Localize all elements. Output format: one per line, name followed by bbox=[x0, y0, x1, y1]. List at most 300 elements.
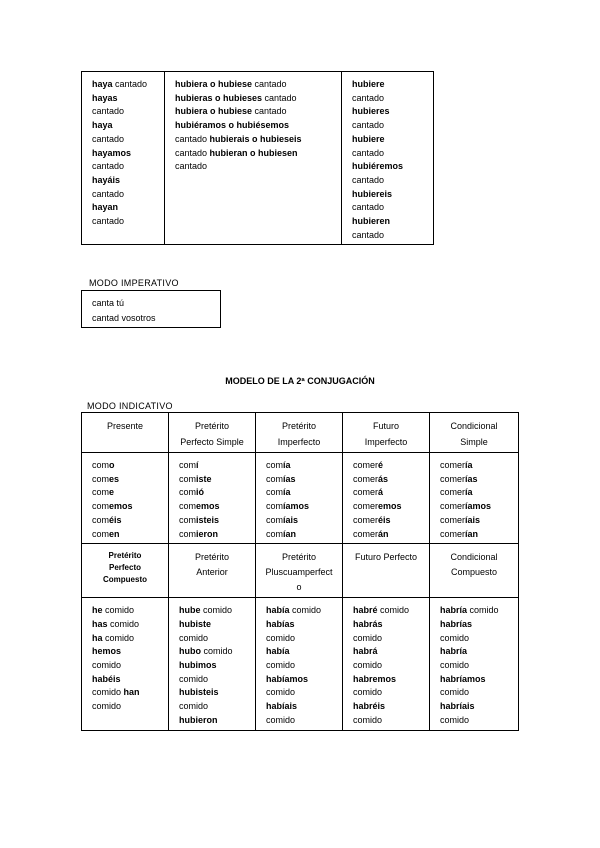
text-segment: cantado bbox=[175, 133, 210, 144]
imperativo-title: MODO IMPERATIVO bbox=[89, 278, 179, 288]
text-segment: com bbox=[266, 514, 284, 525]
bold-segment: á bbox=[378, 487, 384, 498]
text-segment: com bbox=[266, 487, 284, 498]
text-segment: comer bbox=[353, 501, 379, 512]
text-segment: cantado bbox=[175, 147, 210, 158]
conjugation-line bbox=[352, 160, 425, 174]
bold-segment: án bbox=[378, 528, 389, 539]
conjugation-line bbox=[92, 500, 164, 514]
conjugation-line bbox=[92, 201, 156, 215]
conjugation-line bbox=[266, 528, 338, 542]
bold-segment: he bbox=[92, 605, 103, 616]
imperativo-line: cantad vosotros bbox=[92, 312, 156, 323]
cell-futuro-imperfecto bbox=[343, 453, 430, 544]
conjugation-line bbox=[440, 473, 514, 487]
header-condicional-compuesto bbox=[430, 544, 519, 598]
text-segment: cantado bbox=[92, 216, 125, 227]
text-segment: cantado bbox=[112, 79, 148, 89]
conjugation-line bbox=[353, 714, 425, 728]
text-segment: comer bbox=[353, 487, 379, 498]
bold-segment: ían bbox=[465, 528, 479, 539]
bold-segment: hubiere bbox=[352, 133, 385, 144]
bold-segment: hubiera o hubiese bbox=[175, 79, 253, 89]
conjugation-line bbox=[175, 160, 333, 174]
text-segment: comido bbox=[266, 660, 296, 671]
header-preterito-imperfecto bbox=[256, 413, 343, 453]
conjugation-line bbox=[92, 147, 156, 161]
bold-segment: en bbox=[109, 528, 120, 539]
bold-segment: haya bbox=[92, 79, 113, 89]
conjugation-line bbox=[179, 500, 251, 514]
text-segment: comido bbox=[92, 701, 122, 712]
bold-segment: hayáis bbox=[92, 174, 121, 185]
conjugation-line bbox=[352, 105, 425, 119]
conjugation-line bbox=[266, 473, 338, 487]
conjugation-line bbox=[353, 528, 425, 542]
conjugation-line bbox=[175, 147, 333, 161]
conjugation-line bbox=[352, 133, 425, 147]
text-segment: comido bbox=[353, 660, 383, 671]
text-segment: comido bbox=[353, 687, 383, 698]
bold-segment: éis bbox=[109, 514, 122, 525]
conjugation-line bbox=[92, 486, 164, 500]
text-segment: comido bbox=[440, 714, 470, 725]
text-segment: comido bbox=[201, 646, 233, 657]
conjugation-line bbox=[92, 673, 164, 687]
conjugation-line bbox=[179, 673, 251, 687]
header-line: Presente bbox=[106, 421, 144, 431]
text-segment: cantado bbox=[352, 147, 385, 158]
conjugation-line bbox=[179, 645, 251, 659]
bold-segment: ía bbox=[283, 460, 291, 470]
cell-perfecto-compuesto bbox=[82, 598, 169, 730]
indicativo-table bbox=[81, 412, 519, 731]
conjugation-line bbox=[92, 700, 164, 714]
text-segment: comer bbox=[353, 473, 379, 484]
bold-segment: e bbox=[109, 487, 115, 498]
header-line: Anterior bbox=[196, 567, 228, 578]
bold-segment: ha bbox=[92, 632, 103, 643]
conjugation-line bbox=[179, 659, 251, 673]
conjugation-line bbox=[266, 632, 338, 646]
header-line: Futuro bbox=[372, 421, 399, 431]
text-segment: com bbox=[266, 528, 284, 539]
conjugation-line bbox=[353, 645, 425, 659]
conjugation-line bbox=[175, 92, 333, 106]
bold-segment: hubiéremos bbox=[352, 161, 404, 172]
conjugation-line bbox=[352, 229, 425, 243]
bold-segment: ió bbox=[196, 487, 205, 498]
header-line: Pretérito bbox=[281, 421, 316, 431]
text-segment: cantado bbox=[252, 79, 287, 89]
text-segment: comido bbox=[107, 618, 140, 629]
text-segment: comido bbox=[353, 632, 383, 643]
cell-preterito-anterior bbox=[169, 598, 256, 730]
conjugation-line bbox=[266, 645, 338, 659]
conjugation-line bbox=[92, 78, 156, 92]
text-segment: comido bbox=[289, 605, 322, 616]
bold-segment: hubieron bbox=[179, 714, 218, 725]
bold-segment: hayan bbox=[92, 202, 119, 213]
conjugation-line bbox=[175, 78, 333, 92]
bold-segment: ías bbox=[283, 473, 296, 484]
bold-segment: ía bbox=[283, 487, 291, 498]
conjugation-line bbox=[92, 686, 164, 700]
bold-segment: habría bbox=[440, 646, 468, 657]
header-line: Simple bbox=[460, 436, 488, 447]
text-segment: cantado bbox=[352, 202, 385, 213]
conjugation-line bbox=[266, 486, 338, 500]
bold-segment: han bbox=[123, 687, 140, 698]
bold-segment: hubieran o hubiesen bbox=[209, 147, 298, 158]
text-segment: cantado bbox=[352, 120, 385, 131]
bold-segment: hubiere bbox=[352, 79, 385, 89]
conjugation-line bbox=[92, 92, 156, 106]
conjugation-line bbox=[179, 700, 251, 714]
conjugation-line bbox=[266, 604, 338, 618]
conjugation-line bbox=[353, 514, 425, 528]
bold-segment: ieron bbox=[196, 528, 219, 539]
conjugation-line bbox=[352, 174, 425, 188]
text-segment: comido bbox=[440, 632, 470, 643]
text-segment: com bbox=[266, 460, 284, 470]
text-segment: comer bbox=[353, 528, 379, 539]
conjugation-line bbox=[175, 105, 333, 119]
conjugation-line bbox=[353, 673, 425, 687]
conjugation-line bbox=[353, 604, 425, 618]
text-segment: comer bbox=[440, 473, 466, 484]
conjugation-line bbox=[92, 528, 164, 542]
text-segment: comido bbox=[467, 605, 499, 616]
conjugation-line bbox=[179, 618, 251, 632]
subj-col-3 bbox=[342, 72, 434, 245]
bold-segment: hubiéramos o hubiésemos bbox=[175, 120, 290, 131]
text-segment: comido bbox=[92, 660, 122, 671]
conjugation-line bbox=[179, 514, 251, 528]
conjugation-line bbox=[352, 92, 425, 106]
conjugation-line bbox=[92, 514, 164, 528]
conjugation-line bbox=[92, 105, 156, 119]
conjugation-line bbox=[266, 686, 338, 700]
bold-segment: había bbox=[266, 646, 290, 657]
header-futuro-imperfecto bbox=[343, 413, 430, 453]
header-line: Compuesto bbox=[450, 567, 498, 578]
bold-segment: emos bbox=[196, 501, 220, 512]
bold-segment: habrá bbox=[353, 646, 378, 657]
conjugation-line bbox=[179, 686, 251, 700]
header-condicional-simple bbox=[430, 413, 519, 453]
bold-segment: hubisteis bbox=[179, 687, 219, 698]
header-line: Pretérito bbox=[194, 552, 229, 563]
text-segment: comer bbox=[440, 501, 466, 512]
conjugation-line bbox=[353, 632, 425, 646]
conjugation-line bbox=[440, 659, 514, 673]
conjugation-line bbox=[266, 659, 338, 673]
bold-segment: habías bbox=[266, 618, 295, 629]
conjugation-line bbox=[440, 514, 514, 528]
bold-segment: hubiera o hubiese bbox=[175, 106, 253, 117]
text-segment: cantado bbox=[92, 188, 125, 199]
text-segment: com bbox=[179, 487, 197, 498]
conjugation-line bbox=[179, 528, 251, 542]
cell-pluscuamperfecto bbox=[256, 598, 343, 730]
conjugation-line bbox=[440, 500, 514, 514]
bold-segment: emos bbox=[378, 501, 402, 512]
bold-segment: hube bbox=[179, 605, 201, 616]
text-segment: cantado bbox=[352, 92, 385, 103]
conjugation-line bbox=[440, 486, 514, 500]
conjugation-line bbox=[92, 618, 164, 632]
bold-segment: hubo bbox=[179, 646, 201, 657]
bold-segment: hubierais o hubieseis bbox=[209, 133, 302, 144]
text-segment: comer bbox=[353, 514, 379, 525]
conjugation-line bbox=[440, 714, 514, 728]
bold-segment: ías bbox=[465, 473, 478, 484]
bold-segment: ía bbox=[465, 460, 473, 470]
text-segment: com bbox=[179, 514, 197, 525]
conjugation-line bbox=[440, 700, 514, 714]
text-segment: comido bbox=[266, 632, 296, 643]
text-segment: cantado bbox=[92, 161, 125, 172]
conjugation-line bbox=[353, 686, 425, 700]
text-segment: com bbox=[92, 501, 110, 512]
cell-perfecto-simple bbox=[169, 453, 256, 544]
conjugation-line bbox=[440, 459, 514, 473]
bold-segment: hayamos bbox=[92, 147, 132, 158]
bold-segment: es bbox=[109, 473, 120, 484]
cell-presente bbox=[82, 453, 169, 544]
bold-segment: emos bbox=[109, 501, 133, 512]
conjugation-line bbox=[440, 645, 514, 659]
text-segment: com bbox=[92, 487, 110, 498]
text-segment: comido bbox=[179, 632, 209, 643]
modelo-title: MODELO DE LA 2ª CONJUGACIÓN bbox=[225, 376, 375, 386]
bold-segment: habremos bbox=[353, 673, 397, 684]
subj-col-1 bbox=[82, 72, 165, 245]
conjugation-line bbox=[352, 119, 425, 133]
header-line: Pretérito bbox=[281, 552, 316, 563]
header-line: Pretérito bbox=[108, 551, 142, 561]
bold-segment: í bbox=[196, 460, 199, 470]
text-segment: cantado bbox=[352, 174, 385, 185]
cell-condicional-simple bbox=[430, 453, 519, 544]
bold-segment: habré bbox=[353, 605, 378, 616]
header-line: Condicional bbox=[450, 421, 498, 431]
bold-segment: habríais bbox=[440, 701, 475, 712]
conjugation-line bbox=[92, 632, 164, 646]
conjugation-line bbox=[352, 201, 425, 215]
header-perfecto-compuesto bbox=[82, 544, 169, 598]
conjugation-line bbox=[179, 632, 251, 646]
header-line: Pretérito bbox=[194, 421, 229, 431]
text-segment: com bbox=[92, 528, 110, 539]
bold-segment: has bbox=[92, 618, 108, 629]
conjugation-line bbox=[179, 473, 251, 487]
conjugation-line bbox=[179, 486, 251, 500]
subj-col-2 bbox=[165, 72, 342, 245]
text-segment: comido bbox=[179, 701, 209, 712]
text-segment: com bbox=[266, 501, 284, 512]
conjugation-line bbox=[179, 604, 251, 618]
conjugation-line bbox=[266, 714, 338, 728]
bold-segment: habíamos bbox=[266, 673, 309, 684]
cell-condicional-compuesto bbox=[430, 598, 519, 730]
text-segment: cantado bbox=[92, 133, 125, 144]
text-segment: cantado bbox=[175, 161, 208, 172]
conjugation-line bbox=[440, 528, 514, 542]
header-line: Pluscuamperfect bbox=[265, 567, 333, 578]
text-segment: comer bbox=[440, 460, 466, 470]
header-line: o bbox=[296, 582, 302, 593]
conjugation-line bbox=[92, 215, 156, 229]
conjugation-line bbox=[266, 618, 338, 632]
header-line: Futuro Perfecto bbox=[354, 552, 418, 563]
bold-segment: habéis bbox=[92, 673, 121, 684]
bold-segment: hubieren bbox=[352, 216, 391, 227]
text-segment: comer bbox=[440, 487, 466, 498]
conjugation-line bbox=[353, 500, 425, 514]
conjugation-line bbox=[266, 459, 338, 473]
conjugation-line bbox=[352, 78, 425, 92]
bold-segment: habréis bbox=[353, 701, 386, 712]
conjugation-line bbox=[266, 514, 338, 528]
text-segment: comido bbox=[102, 632, 135, 643]
conjugation-line bbox=[353, 700, 425, 714]
text-segment: com bbox=[179, 501, 197, 512]
conjugation-line bbox=[440, 673, 514, 687]
conjugation-line bbox=[352, 215, 425, 229]
bold-segment: habrás bbox=[353, 618, 383, 629]
bold-segment: habríamos bbox=[440, 673, 486, 684]
conjugation-line bbox=[440, 618, 514, 632]
bold-segment: íais bbox=[283, 514, 299, 525]
conjugation-line bbox=[92, 645, 164, 659]
cell-futuro-perfecto bbox=[343, 598, 430, 730]
bold-segment: íamos bbox=[465, 501, 492, 512]
bold-segment: ían bbox=[283, 528, 297, 539]
imperativo-box bbox=[81, 290, 221, 328]
text-segment: comido bbox=[102, 605, 135, 616]
conjugation-line bbox=[92, 604, 164, 618]
text-segment: cantado bbox=[252, 106, 287, 117]
bold-segment: hubieras o hubieses bbox=[175, 92, 263, 103]
text-segment: comido bbox=[179, 673, 209, 684]
bold-segment: habíais bbox=[266, 701, 298, 712]
bold-segment: iste bbox=[196, 473, 212, 484]
header-futuro-perfecto bbox=[343, 544, 430, 598]
conjugation-line bbox=[353, 618, 425, 632]
conjugation-line bbox=[92, 473, 164, 487]
header-line: Perfecto Simple bbox=[180, 436, 244, 447]
subjuntivo-table bbox=[81, 71, 434, 245]
text-segment: comido bbox=[266, 714, 296, 725]
header-preterito-perfecto-simple bbox=[169, 413, 256, 453]
conjugation-line bbox=[175, 119, 333, 133]
bold-segment: hubimos bbox=[179, 660, 217, 671]
text-segment: comer bbox=[353, 460, 379, 470]
bold-segment: isteis bbox=[196, 514, 220, 525]
conjugation-line bbox=[440, 686, 514, 700]
cell-imperfecto bbox=[256, 453, 343, 544]
conjugation-line bbox=[92, 119, 156, 133]
text-segment: comido bbox=[440, 660, 470, 671]
bold-segment: hubiste bbox=[179, 618, 212, 629]
header-line: Condicional bbox=[450, 552, 498, 563]
header-line: Imperfecto bbox=[277, 436, 321, 447]
header-line: Compuesto bbox=[103, 575, 147, 585]
text-segment: com bbox=[92, 473, 110, 484]
bold-segment: íais bbox=[465, 514, 481, 525]
text-segment: comido bbox=[200, 605, 233, 616]
text-segment: comido bbox=[377, 605, 410, 616]
bold-segment: o bbox=[109, 460, 115, 470]
conjugation-line bbox=[440, 604, 514, 618]
conjugation-line bbox=[353, 459, 425, 473]
text-segment: com bbox=[179, 528, 197, 539]
conjugation-line bbox=[92, 160, 156, 174]
text-segment: comido bbox=[440, 687, 470, 698]
header-pluscuamperfecto bbox=[256, 544, 343, 598]
text-segment: com bbox=[179, 460, 197, 470]
text-segment: comido bbox=[92, 687, 124, 698]
header-presente bbox=[82, 413, 169, 453]
text-segment: comer bbox=[440, 528, 466, 539]
bold-segment: ás bbox=[378, 473, 389, 484]
bold-segment: íamos bbox=[283, 501, 310, 512]
bold-segment: hayas bbox=[92, 92, 118, 103]
conjugation-line bbox=[92, 133, 156, 147]
conjugation-line bbox=[352, 147, 425, 161]
bold-segment: habría bbox=[440, 605, 468, 616]
conjugation-line bbox=[92, 459, 164, 473]
header-line: Imperfecto bbox=[364, 436, 408, 447]
conjugation-line bbox=[353, 486, 425, 500]
bold-segment: haya bbox=[92, 120, 113, 131]
conjugation-line bbox=[266, 500, 338, 514]
text-segment: comido bbox=[353, 714, 383, 725]
conjugation-line bbox=[352, 188, 425, 202]
text-segment: comer bbox=[440, 514, 466, 525]
header-preterito-anterior bbox=[169, 544, 256, 598]
text-segment: com bbox=[92, 460, 110, 470]
conjugation-line bbox=[179, 459, 251, 473]
header-line: Perfecto bbox=[108, 563, 141, 573]
conjugation-line bbox=[175, 133, 333, 147]
indicativo-title: MODO INDICATIVO bbox=[87, 401, 173, 411]
text-segment: com bbox=[266, 473, 284, 484]
text-segment: cantado bbox=[352, 229, 385, 240]
bold-segment: hubieres bbox=[352, 106, 390, 117]
bold-segment: éis bbox=[378, 514, 391, 525]
conjugation-line bbox=[353, 473, 425, 487]
bold-segment: hemos bbox=[92, 646, 122, 657]
conjugation-line bbox=[353, 659, 425, 673]
conjugation-line bbox=[92, 188, 156, 202]
bold-segment: é bbox=[378, 460, 384, 470]
conjugation-line bbox=[179, 714, 251, 728]
text-segment: com bbox=[92, 514, 110, 525]
conjugation-line bbox=[266, 700, 338, 714]
text-segment: comido bbox=[266, 687, 296, 698]
text-segment: cantado bbox=[262, 92, 297, 103]
bold-segment: ía bbox=[465, 487, 473, 498]
text-segment: cantado bbox=[92, 106, 125, 117]
imperativo-line: canta tú bbox=[92, 298, 125, 308]
conjugation-line bbox=[266, 673, 338, 687]
bold-segment: había bbox=[266, 605, 290, 616]
conjugation-line bbox=[92, 659, 164, 673]
conjugation-line bbox=[440, 632, 514, 646]
